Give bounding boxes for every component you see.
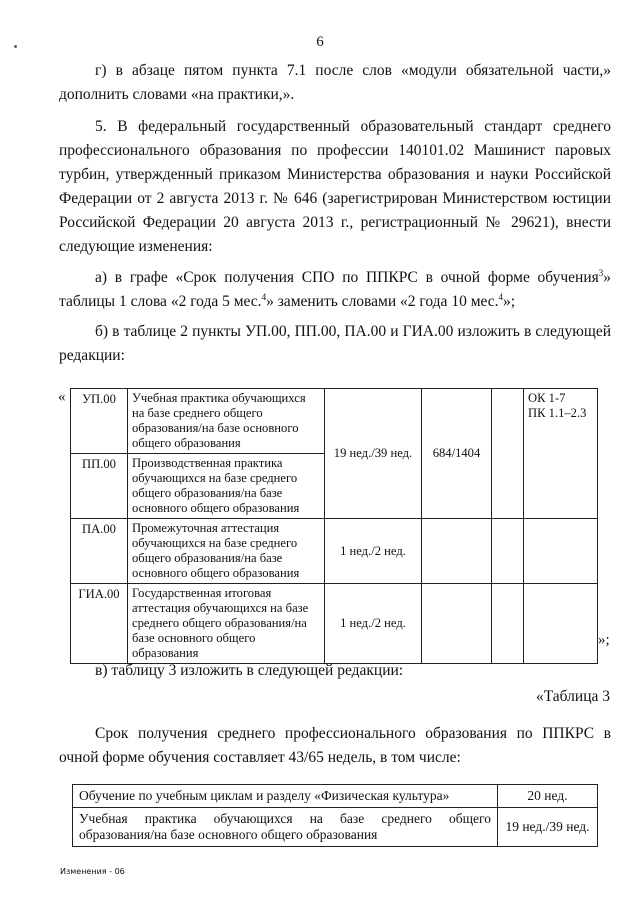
table-row bbox=[71, 584, 598, 664]
paragraph-a bbox=[59, 266, 611, 314]
empty-cell bbox=[422, 584, 492, 664]
empty-cell bbox=[422, 519, 492, 584]
paragraph-srok: Срок получения среднего профессионального образования по ППКРС в очной форме обучения составляет 43/65 недель, в том числе: bbox=[59, 725, 611, 766]
paragraph-v: в) таблицу 3 изложить в следующей редакции: bbox=[95, 662, 404, 679]
row-code: ПА.00 bbox=[71, 519, 128, 584]
table-3 bbox=[72, 784, 598, 847]
paragraph-a-part2: » таблицы 1 слова «2 года 5 мес. bbox=[59, 269, 611, 310]
row-name: Учебная практика обучающихся на базе среднего общего образования/на базе основного общего образования bbox=[128, 389, 325, 454]
empty-cell bbox=[492, 389, 524, 519]
weeks-gia: 1 нед./2 нед. bbox=[325, 584, 422, 664]
paragraph-b: б) в таблице 2 пункты УП.00, ПП.00, ПА.00 и ГИА.00 изложить в следующей редакции: bbox=[59, 323, 611, 364]
paragraph-5: 5. В федеральный государственный образовательный стандарт среднего профессионального образования по профессии 140101.02 Машинист паровых турбин, утвержденный приказом Министерства образования и науки Российской Федерации от 2 августа 2013 г. № 646 (зарегистрирован Министерством юстиции Российской Федерации 20 августа 2013 г., регистрационный № 29621), внести следующие изменения: bbox=[59, 118, 611, 255]
scan-mark bbox=[14, 45, 17, 48]
footnote-ref-3: 4 bbox=[498, 291, 504, 302]
row-label: Обучение по учебным циклам и разделу «Физическая культура» bbox=[73, 785, 498, 808]
row-code: ГИА.00 bbox=[71, 584, 128, 664]
competencies bbox=[524, 389, 598, 519]
row-value: 20 нед. bbox=[498, 785, 598, 808]
row-code: ПП.00 bbox=[71, 454, 128, 519]
paragraph-a-part1: а) в графе «Срок получения СПО по ППКРС в очной форме обучения bbox=[95, 269, 599, 286]
table-row bbox=[71, 389, 598, 454]
empty-cell bbox=[524, 584, 598, 664]
competency-ok: ОК 1-7 bbox=[528, 391, 566, 405]
weeks-practice: 19 нед./39 нед. bbox=[325, 389, 422, 519]
row-name: Промежуточная аттестация обучающихся на базе среднего общего образования/на базе основного общего образования bbox=[128, 519, 325, 584]
page-number: 6 bbox=[316, 34, 324, 50]
table2-quote-open: « bbox=[58, 389, 66, 405]
row-value: 19 нед./39 нед. bbox=[498, 808, 598, 847]
weeks-pa: 1 нед./2 нед. bbox=[325, 519, 422, 584]
hours-practice: 684/1404 bbox=[422, 389, 492, 519]
row-label-line1: Учебная практика обучающихся на базе среднего общего bbox=[79, 811, 491, 826]
footnote-ref-2: 4 bbox=[261, 291, 267, 302]
table-row bbox=[73, 785, 598, 808]
table-2 bbox=[70, 388, 598, 664]
paragraph-g: г) в абзаце пятом пункта 7.1 после слов «модули обязательной части,» дополнить словами «на практики,». bbox=[59, 62, 611, 103]
row-label bbox=[73, 808, 498, 847]
paragraph-a-part3: » заменить словами «2 года 10 мес. bbox=[266, 293, 499, 310]
row-name: Государственная итоговая аттестация обучающихся на базе среднего общего образования/на базе основного общего образования bbox=[128, 584, 325, 664]
empty-cell bbox=[492, 584, 524, 664]
empty-cell bbox=[524, 519, 598, 584]
paragraph-a-part4: »; bbox=[503, 293, 516, 310]
table-row bbox=[71, 519, 598, 584]
row-name: Производственная практика обучающихся на базе среднего общего образования/на базе основного общего образования bbox=[128, 454, 325, 519]
competency-pk: ПК 1.1–2.3 bbox=[528, 406, 587, 420]
footer-note: Изменения - 06 bbox=[60, 867, 125, 876]
footnote-ref-1: 3 bbox=[598, 267, 604, 278]
table3-label: «Таблица 3 bbox=[535, 688, 610, 705]
empty-cell bbox=[492, 519, 524, 584]
table-row bbox=[73, 808, 598, 847]
row-code: УП.00 bbox=[71, 389, 128, 454]
table2-quote-close: »; bbox=[598, 632, 610, 648]
row-label-line2: образования/на базе основного общего образования bbox=[79, 827, 378, 842]
